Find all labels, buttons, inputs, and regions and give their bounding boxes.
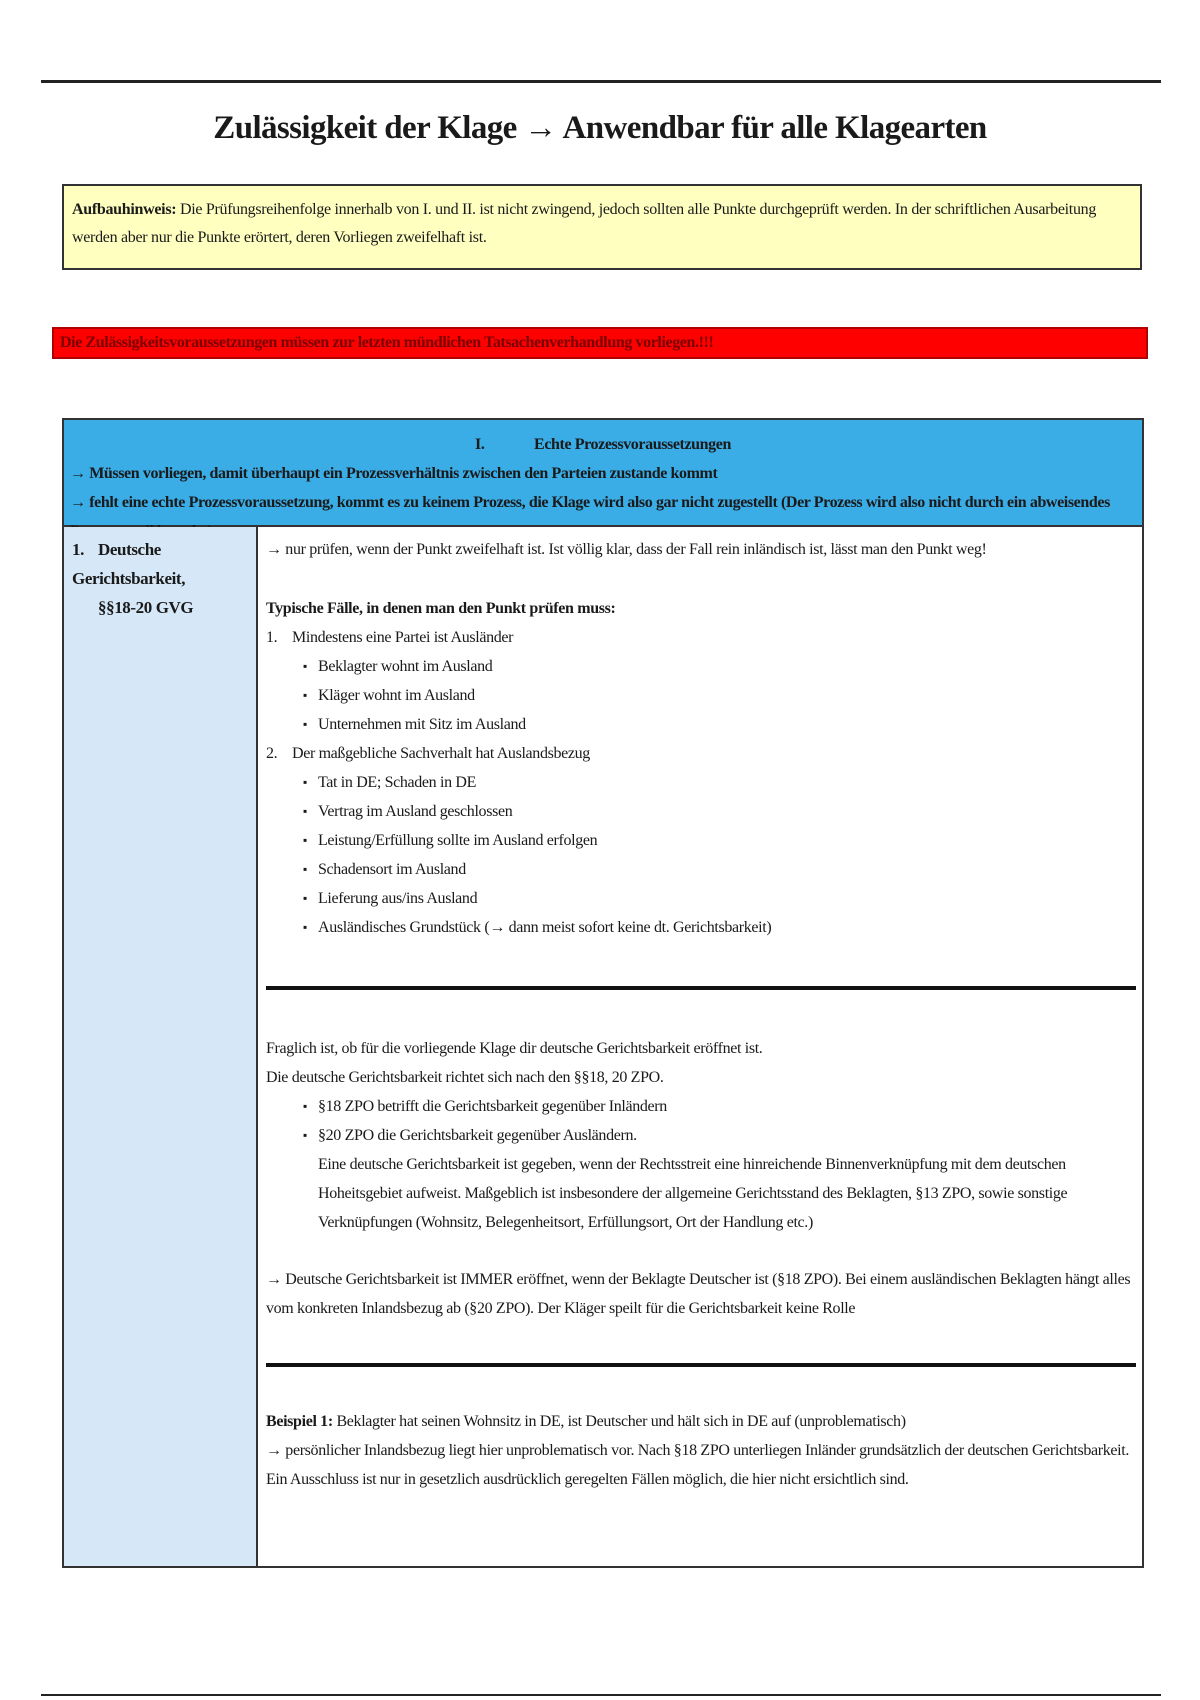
list-item-text: Kläger wohnt im Ausland <box>318 687 475 704</box>
list-item: ▪ §20 ZPO die Gerichtsbarkeit gegenüber Ausländern. <box>266 1121 1136 1150</box>
list-item-text: §18 ZPO betrifft die Gerichtsbarkeit gegenüber Inländern <box>318 1098 667 1115</box>
list-item-text: Ausländisches Grundstück (→ dann meist sofort keine dt. Gerichtsbarkeit) <box>318 919 772 936</box>
list-item: ▪ Unternehmen mit Sitz im Ausland <box>266 710 1136 739</box>
intro-note: → nur prüfen, wenn der Punkt zweifelhaft ist. Ist völlig klar, dass der Fall rein inländisch ist, lässt man den Punkt weg! <box>266 541 987 558</box>
case-2-number: 2. <box>266 745 278 762</box>
table-header <box>64 420 1142 527</box>
list-item-text: Lieferung aus/ins Ausland <box>318 890 478 907</box>
list-item-text: §20 ZPO die Gerichtsbarkeit gegenüber Ausländern. <box>318 1127 637 1144</box>
analysis-line-1: Fraglich ist, ob für die vorliegende Klage dir deutsche Gerichtsbarkeit eröffnet ist. <box>266 1040 763 1057</box>
case-1-text: Mindestens eine Partei ist Ausländer <box>292 629 514 646</box>
case-1-number: 1. <box>266 629 278 646</box>
list-item: ▪ Lieferung aus/ins Ausland <box>266 884 1136 913</box>
list-item-text: Unternehmen mit Sitz im Ausland <box>318 716 526 733</box>
list-item: ▪ Leistung/Erfüllung sollte im Ausland erfolgen <box>266 826 1136 855</box>
bottom-rule <box>41 1694 1161 1696</box>
example-conclusion: → persönlicher Inlandsbezug liegt hier unproblematisch vor. Nach §18 ZPO unterliegen Inländer grundsätzlich der deutschen Gerichtsbarkeit. Ein Ausschluss ist nur in gesetzlich ausdrücklich geregelten Fällen möglich, die hier nicht ersichtlich sind. <box>266 1442 1129 1488</box>
list-item: ▪ Beklagter wohnt im Ausland <box>266 652 1136 681</box>
case-2-text: Der maßgebliche Sachverhalt hat Auslandsbezug <box>292 745 590 762</box>
section-title: Echte Prozessvoraussetzungen <box>534 436 731 453</box>
typical-cases-heading: Typische Fälle, in denen man den Punkt prüfen muss: <box>266 600 616 617</box>
example-label: Beispiel 1: <box>266 1413 333 1430</box>
header-line-1: → Müssen vorliegen, damit überhaupt ein Prozessverhältnis zwischen den Parteien zustande kommt <box>70 465 718 482</box>
list-item-text: Tat in DE; Schaden in DE <box>318 774 476 791</box>
hint-box <box>62 184 1142 270</box>
row-label-cell <box>64 527 258 1566</box>
list-item: ▪ Vertrag im Ausland geschlossen <box>266 797 1136 826</box>
row-label-line-2: §§18-20 GVG <box>98 598 194 617</box>
analysis-conclusion: → Deutsche Gerichtsbarkeit ist IMMER eröffnet, wenn der Beklagte Deutscher ist (§18 ZPO). Bei einem ausländischen Beklagten hängt alles vom konkreten Inlandsbezug ab (§20 ZPO). Der Kläger speilt für die Gerichtsbarkeit keine Rolle <box>266 1271 1131 1317</box>
list-item: ▪ Kläger wohnt im Ausland <box>266 681 1136 710</box>
example-1 <box>266 1407 1136 1436</box>
case-2 <box>266 739 1136 768</box>
header-line-2: → fehlt eine echte Prozessvoraussetzung, kommt es zu keinem Prozess, die Klage wird also gar nicht zugestellt (Der Prozess wird also nicht durch ein abweisendes <box>70 494 1110 511</box>
analysis-explanation: Eine deutsche Gerichtsbarkeit ist gegeben, wenn der Rechtsstreit eine hinreichende Binnenverknüpfung mit dem deutschen Hoheitsgebiet aufweist. Maßgeblich ist insbesondere der allgemeine Gerichtsstand des Beklagten, §13 ZPO, sowie sonstige Verknüpfungen (Wohnsitz, Belegenheitsort, Erfüllungsort, Ort der Handlung etc.) <box>318 1156 1068 1231</box>
list-item-text: Vertrag im Ausland geschlossen <box>318 803 513 820</box>
warning-banner: Die Zulässigkeitsvoraussetzungen müssen zur letzten mündlichen Tatsachenverhandlung vorliegen.!!! <box>52 327 1148 359</box>
requirements-table <box>62 418 1144 1568</box>
row-content-cell <box>260 527 1142 1566</box>
hint-label: Aufbauhinweis: <box>72 201 177 218</box>
row-number: 1. <box>72 540 84 559</box>
page-title: Zulässigkeit der Klage → Anwendbar für alle Klagearten <box>213 110 987 146</box>
analysis-line-2: Die deutsche Gerichtsbarkeit richtet sich nach den §§18, 20 ZPO. <box>266 1069 664 1086</box>
list-item: ▪ Schadensort im Ausland <box>266 855 1136 884</box>
row-label-line-1: Deutsche Gerichtsbarkeit, <box>72 540 186 588</box>
list-item-text: Schadensort im Ausland <box>318 861 466 878</box>
list-item: ▪ §18 ZPO betrifft die Gerichtsbarkeit gegenüber Inländern <box>266 1092 1136 1121</box>
example-text: Beklagter hat seinen Wohnsitz in DE, ist Deutscher und hält sich in DE auf (unproblematisch) <box>336 1413 906 1430</box>
list-item-text: Leistung/Erfüllung sollte im Ausland erfolgen <box>318 832 598 849</box>
list-item: ▪ Ausländisches Grundstück (→ dann meist sofort keine dt. Gerichtsbarkeit) <box>266 913 1136 942</box>
list-item-text: Beklagter wohnt im Ausland <box>318 658 493 675</box>
table-row <box>64 527 1142 1566</box>
hint-text: Die Prüfungsreihenfolge innerhalb von I. und II. ist nicht zwingend, jedoch sollten alle Punkte durchgeprüft werden. In der schriftlichen Ausarbeitung werden aber nur die Punkte erörtert, deren Vorliegen zweifelhaft ist. <box>72 201 1097 246</box>
list-item: ▪ Tat in DE; Schaden in DE <box>266 768 1136 797</box>
top-rule <box>41 80 1161 83</box>
section-heading <box>70 430 1136 459</box>
section-number: I. <box>475 436 485 453</box>
case-1 <box>266 623 1136 652</box>
